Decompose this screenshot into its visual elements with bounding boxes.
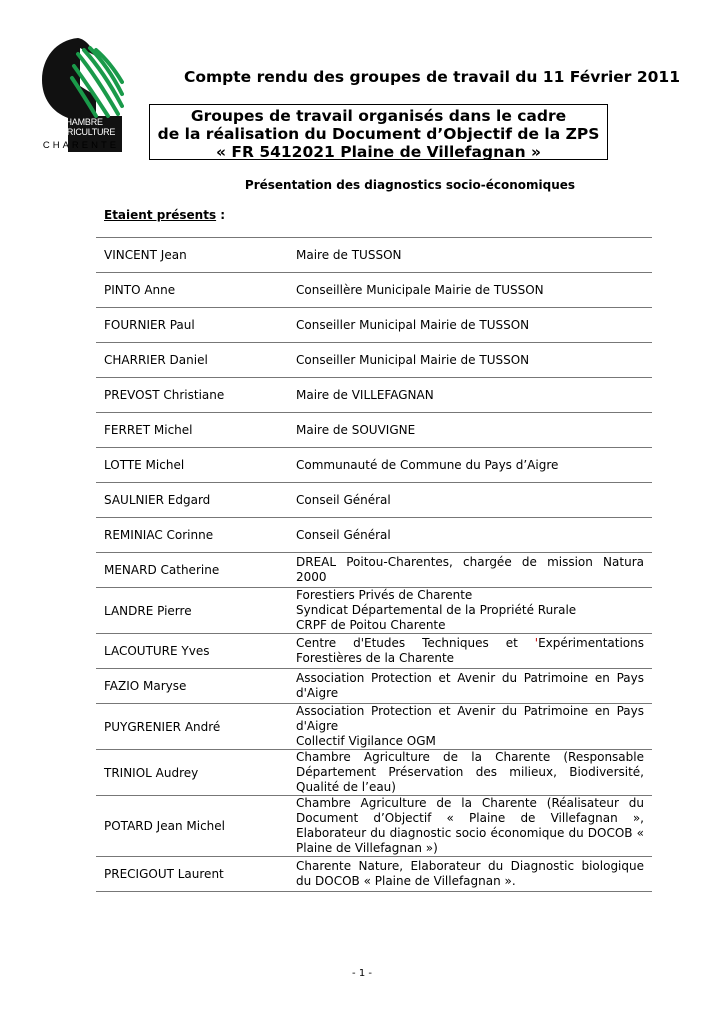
attendee-role bbox=[296, 378, 652, 413]
attendee-role bbox=[296, 308, 652, 343]
attendee-role-line: Chambre Agriculture de la Charente (Responsable Département Préservation des milieux, Biodiversité, Qualité de l’eau) bbox=[296, 750, 644, 794]
attendee-role bbox=[296, 588, 652, 634]
attendee-name: LACOUTURE Yves bbox=[96, 634, 296, 669]
attendee-role bbox=[296, 857, 652, 892]
attendee-role-line: Charente Nature, Elaborateur du Diagnostic biologique du DOCOB « Plaine de Villefagnan ». bbox=[296, 859, 644, 888]
attendee-role bbox=[296, 518, 652, 553]
logo-text-charente: CHARENTE bbox=[42, 140, 120, 151]
attendee-row bbox=[96, 448, 652, 483]
attendee-row bbox=[96, 308, 652, 343]
attendee-name: VINCENT Jean bbox=[96, 238, 296, 273]
attendee-row bbox=[96, 273, 652, 308]
attendee-role bbox=[296, 413, 652, 448]
title-box bbox=[149, 104, 608, 160]
attendee-name: FERRET Michel bbox=[96, 413, 296, 448]
attendee-name: REMINIAC Corinne bbox=[96, 518, 296, 553]
attendee-name: CHARRIER Daniel bbox=[96, 343, 296, 378]
attendee-role-line: Conseiller Municipal Mairie de TUSSON bbox=[296, 317, 530, 332]
attendee-name: PINTO Anne bbox=[96, 273, 296, 308]
attendee-row bbox=[96, 553, 652, 588]
attendee-row bbox=[96, 750, 652, 796]
attendee-role-line: Maire de TUSSON bbox=[296, 247, 402, 262]
attendee-row bbox=[96, 588, 652, 634]
page-number: - 1 - bbox=[352, 968, 372, 979]
revision-mark: ' bbox=[534, 636, 539, 650]
logo-text-chambre: CHAMBRE bbox=[59, 117, 103, 127]
attendee-name: PREVOST Christiane bbox=[96, 378, 296, 413]
attendee-role bbox=[296, 273, 652, 308]
attendees-heading-label: Etaient présents bbox=[104, 208, 217, 222]
attendee-name: PUYGRENIER André bbox=[96, 704, 296, 750]
attendee-role-line: Forestiers Privés de Charente bbox=[296, 588, 473, 602]
attendee-role bbox=[296, 483, 652, 518]
attendee-role bbox=[296, 448, 652, 483]
document-subtitle: Présentation des diagnostics socio-économiques bbox=[244, 178, 576, 192]
attendee-role bbox=[296, 669, 652, 704]
attendees-table bbox=[96, 237, 652, 892]
attendee-role bbox=[296, 553, 652, 588]
attendee-role-line: Conseil Général bbox=[296, 492, 391, 507]
attendee-role-line: CRPF de Poitou Charente bbox=[296, 618, 446, 632]
attendee-row bbox=[96, 704, 652, 750]
attendee-role-line: Association Protection et Avenir du Patrimoine en Pays d'Aigre bbox=[296, 671, 644, 700]
attendee-row bbox=[96, 796, 652, 857]
attendee-role-part: Expérimentations Forestières de la Charente bbox=[296, 636, 644, 665]
logo-text-agriculture: D'AGRICULTURE bbox=[46, 127, 116, 137]
attendee-row bbox=[96, 413, 652, 448]
attendee-role bbox=[296, 750, 652, 796]
attendee-role-line: Communauté de Commune du Pays d’Aigre bbox=[296, 457, 559, 472]
attendee-role-line: Conseillère Municipale Mairie de TUSSON bbox=[296, 282, 544, 297]
attendee-role bbox=[296, 634, 652, 669]
attendee-row bbox=[96, 378, 652, 413]
attendee-role-line: Maire de VILLEFAGNAN bbox=[296, 387, 434, 402]
attendee-role-line: Chambre Agriculture de la Charente (Réalisateur du Document d’Objectif « Plaine de Villefagnan », Elaborateur du diagnostic socio économique du DOCOB « Plaine de Villefagnan ») bbox=[296, 796, 644, 855]
attendee-row bbox=[96, 483, 652, 518]
title-box-line-2: de la réalisation du Document d’Objectif de la ZPS bbox=[157, 125, 600, 143]
attendee-row bbox=[96, 857, 652, 892]
attendee-name: POTARD Jean Michel bbox=[96, 796, 296, 857]
attendee-name: MENARD Catherine bbox=[96, 553, 296, 588]
attendee-role bbox=[296, 704, 652, 750]
attendee-name: FAZIO Maryse bbox=[96, 669, 296, 704]
title-box-line-1: Groupes de travail organisés dans le cadre bbox=[190, 107, 567, 125]
attendee-row bbox=[96, 343, 652, 378]
attendee-row bbox=[96, 238, 652, 273]
attendee-role bbox=[296, 343, 652, 378]
attendee-name: PRECIGOUT Laurent bbox=[96, 857, 296, 892]
attendee-role-line: Conseil Général bbox=[296, 527, 391, 542]
attendee-name: LOTTE Michel bbox=[96, 448, 296, 483]
title-box-line-3: « FR 5412021 Plaine de Villefagnan » bbox=[215, 143, 542, 161]
attendee-row bbox=[96, 669, 652, 704]
chambre-agriculture-logo bbox=[38, 36, 124, 158]
attendee-row bbox=[96, 634, 652, 669]
attendee-role bbox=[296, 796, 652, 857]
attendee-name: TRINIOL Audrey bbox=[96, 750, 296, 796]
attendees-heading bbox=[104, 208, 225, 222]
attendee-role-line: Association Protection et Avenir du Patrimoine en Pays d'Aigre bbox=[296, 704, 644, 733]
attendee-name: SAULNIER Edgard bbox=[96, 483, 296, 518]
attendee-role-line: DREAL Poitou-Charentes, chargée de mission Natura 2000 bbox=[296, 555, 644, 584]
attendee-role bbox=[296, 238, 652, 273]
attendee-role-line: Collectif Vigilance OGM bbox=[296, 734, 436, 748]
attendee-row bbox=[96, 518, 652, 553]
attendee-name: LANDRE Pierre bbox=[96, 588, 296, 634]
attendee-role-line: Maire de SOUVIGNE bbox=[296, 422, 416, 437]
attendee-name: FOURNIER Paul bbox=[96, 308, 296, 343]
attendee-role-line: Syndicat Départemental de la Propriété Rurale bbox=[296, 603, 577, 617]
attendee-role-part: Centre d'Etudes Techniques et bbox=[296, 636, 535, 650]
attendee-role-line: Conseiller Municipal Mairie de TUSSON bbox=[296, 352, 530, 367]
document-title: Compte rendu des groupes de travail du 11 Février 2011 bbox=[183, 68, 680, 86]
attendees-heading-colon: : bbox=[216, 208, 226, 222]
